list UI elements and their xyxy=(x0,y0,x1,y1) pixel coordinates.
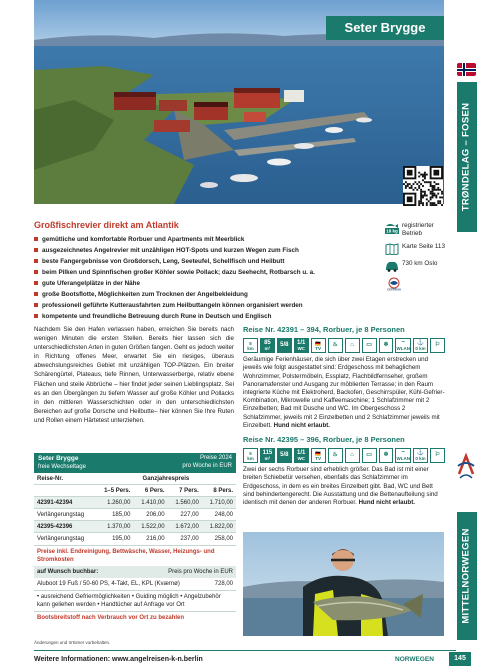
price-cell: 1.260,00 xyxy=(96,497,134,509)
page-title: Seter Brygge xyxy=(344,20,426,36)
price-cell: 206,00 xyxy=(133,509,167,521)
freezer-icon: ❄ xyxy=(379,338,394,353)
certifish-logo-icon xyxy=(385,277,403,291)
price-table-subtitle: freie Wechseltage xyxy=(38,463,86,470)
row-label: 42391-42394 xyxy=(34,497,96,509)
info-sidebox xyxy=(385,222,455,296)
unit-text-1: Geräumige Ferienhäuser, die sich über zwei Etagen erstrecken und jeweils wie folgt ausgestattet sind: Erdgeschoss mit behaglichem Wohnzimmer, Polstermöbeln, Essplatz, Flachbildfernseher, großem Panoramafenster und Ausgang zur möblierten Terrasse; in den Raum integrierte Küche mit Elektroherd, Backofen, Geschirrspüler, Kühl-Gefrier-Kombination, Mikrowelle und Kaffeemaschine; 1 Schlafzimmer mit 2 Einzelbetten; Bad mit Dusche und WC. Im Obergeschoss 2 Schlafzimmer, jeweils mit 2 Einzelbetten und 2 Schlafzimmer jeweils mit Einzelbett. Hund nicht erlaubt. xyxy=(243,356,445,429)
price-table xyxy=(34,453,236,624)
area-icon: 115 m² xyxy=(260,448,275,463)
feature-item: gemütliche und komfortable Rorbuer und Apartments mit Meerblick xyxy=(34,234,384,245)
price-cell: 216,00 xyxy=(133,533,167,545)
price-cell: 1.822,00 xyxy=(202,521,236,533)
accessible-icon: ⚐ xyxy=(430,338,445,353)
bookable-unit: Preis pro Woche in EUR xyxy=(168,568,233,575)
fish-registered-icon xyxy=(385,222,399,234)
sea-distance-icon: 5 km xyxy=(243,338,258,353)
map-icon xyxy=(385,243,399,255)
harbor-icon: ⚓ 0 km xyxy=(413,448,428,463)
sauna-icon: ♨ xyxy=(328,448,343,463)
feature-item: gute Uferangelplätze in der Nähe xyxy=(34,278,384,289)
map-text: Karte Seite 113 xyxy=(402,243,445,250)
footer-info[interactable]: Weitere Informationen: www.angelreisen-k-n.berlin xyxy=(34,656,203,663)
beds-icon: 5/8 xyxy=(277,338,292,353)
distance-text: 730 km Oslo xyxy=(402,260,438,267)
col-group: Ganzjahrespreis xyxy=(96,473,236,485)
table-row xyxy=(34,485,236,497)
qr-code[interactable] xyxy=(403,166,443,206)
price-cell: 227,00 xyxy=(168,509,202,521)
region-strip xyxy=(455,0,480,671)
boat-fuel-note: Bootsbreitstoff nach Verbrauch vor Ort zu bezahlen xyxy=(37,614,185,621)
feature-item: beim Pilken und Spinnfischen großer Köhler sowie Pollack; dazu Seehecht, Rotbarsch u. a. xyxy=(34,267,384,278)
table-row xyxy=(34,497,236,509)
price-cell: 237,00 xyxy=(168,533,202,545)
footer-country: NORWEGEN xyxy=(395,656,434,663)
footer-divider xyxy=(34,650,456,651)
feature-item: ausgezeichnetes Angelrevier mit unzähligen HOT-Spots und kurzen Wegen zum Fisch xyxy=(34,245,384,256)
amenity-icons-2 xyxy=(243,448,445,463)
row-label: Verlängerungstag xyxy=(34,533,96,545)
angler-photo xyxy=(243,532,444,636)
certifish-logo xyxy=(385,277,455,291)
price-cell: 1.560,00 xyxy=(168,497,202,509)
bath-icon: 1/1 WC xyxy=(294,448,309,463)
freezer-icon: ❄ xyxy=(379,448,394,463)
price-year: Preise 2024 xyxy=(199,455,232,461)
feature-item: kompetente und freundliche Betreuung durch Rune in Deutsch und Englisch xyxy=(34,311,384,322)
house-icon: ⌂ xyxy=(345,448,360,463)
feature-heading: Großfischrevier direkt am Atlantik xyxy=(34,220,179,230)
price-cell: 1.370,00 xyxy=(96,521,134,533)
price-grid xyxy=(34,473,236,546)
beds-icon: 5/8 xyxy=(277,448,292,463)
certifish-logo-text: CERTIFISH xyxy=(387,288,401,291)
brand-logo-icon xyxy=(456,452,476,480)
car-icon xyxy=(385,260,399,272)
intro-text: Nachdem Sie den Hafen verlassen haben, erreichen Sie bereits nach wenigen Minuten die ersten Stellen. Bereits hier lassen sich die unterschiedlichsten Arten in guten Größen fangen. Geht es jedoch weiter in Richtung offenes Meer, erwartet Sie ein riesiges, überaus abwechslungsreiches Gebiet mit unzähligen TOP-Plätzen. Ein breiter Schärengürtel, Plateaus, tiefe Rinnen, Unterwasserberge, relativ ebene Flächen und steile Abbrüche – hier findet jeder seinen Lieblingsplatz. Sei es an den Übergängen zu tiefem Wasser auf große Köhler und Pollacks in den mittleren Wasserschichten oder in den unterschiedlichsten Bereichen auf große Dorsche und Heilbutte– hier können Sie Ihre Ruten und Rollen einem Härtetest unterziehen. xyxy=(34,326,234,424)
bath-icon: 1/1 WC xyxy=(294,338,309,353)
sea-distance-icon: 5 km xyxy=(243,448,258,463)
price-cell: 1.672,00 xyxy=(168,521,202,533)
col-header: 8 Pers. xyxy=(202,485,236,497)
row-label: Verlängerungstag xyxy=(34,509,96,521)
unit-pets-2: Hund nicht erlaubt. xyxy=(358,498,415,506)
registered-text: registrierter Betrieb xyxy=(402,222,434,237)
price-cell: 1.522,00 xyxy=(133,521,167,533)
price-cell: 195,00 xyxy=(96,533,134,545)
tv-icon: 🇩🇪 TV xyxy=(311,448,326,463)
registered-info xyxy=(385,222,455,238)
wlan-icon: ~ WLAN xyxy=(395,448,411,463)
norway-flag-icon xyxy=(457,63,476,76)
amenity-icons-1 xyxy=(243,338,445,353)
region-label-top: TRØNDELAG – FOSEN xyxy=(457,82,477,232)
harbor-icon: ⚓ 0 km xyxy=(413,338,428,353)
col-header: 7 Pers. xyxy=(168,485,202,497)
hero-photo xyxy=(34,0,444,204)
accessible-icon: ⚐ xyxy=(430,448,445,463)
table-row xyxy=(34,473,236,485)
boat-row xyxy=(34,578,236,591)
unit-text-2: Zwei der sechs Rorbuer sind erheblich größer. Das Bad ist mit einer breiten Schiebetür versehen, ebenfalls das Schlafzimmer im Erdgeschoss, in dem es ein breites Einzelbett gibt. Bad, WC und Bett sind behindertengerecht. Die Ausstattung und die Bettenaufteilung sind identisch mit denen der anderen Rorbuer. Hund nicht erlaubt. xyxy=(243,466,438,506)
region-label-bottom: MITTELNORWEGEN xyxy=(457,512,477,640)
boat-label: Aluboot 19 Fuß / 50-60 PS, 4-Takt, EL, KPL (Kværnø) xyxy=(37,580,180,587)
price-table-header xyxy=(34,453,236,473)
price-cell: 1.710,00 xyxy=(202,497,236,509)
feature-item: große Bootsflotte, Möglichkeiten zum Trocknen der Angelbekleidung xyxy=(34,289,384,300)
house-icon: ⌂ xyxy=(345,338,360,353)
col-header: 1–5 Pers. xyxy=(96,485,134,497)
bookable-bar xyxy=(34,566,236,578)
bookable-label: auf Wunsch buchbar: xyxy=(37,568,99,575)
price-cell: 248,00 xyxy=(202,509,236,521)
unit-heading-1: Reise Nr. 42391 – 394, Rorbuer, je 8 Personen xyxy=(243,325,405,334)
feature-item: beste Fangergebnisse von Großdorsch, Leng, Seeteufel, Schellfisch und Heilbutt xyxy=(34,256,384,267)
unit-section-2 xyxy=(243,435,445,507)
table-row xyxy=(34,509,236,521)
price-inclusions: Preise inkl. Endreinigung, Bettwäsche, Wasser, Heizungs- und Stromkosten xyxy=(37,548,215,563)
sauna-icon: ♨ xyxy=(328,338,343,353)
price-table-name: Seter Brygge xyxy=(38,455,79,462)
wlan-icon: ~ WLAN xyxy=(395,338,411,353)
col-reise: Reise-Nr. xyxy=(34,473,96,485)
price-cell: 185,00 xyxy=(96,509,134,521)
page-number: 145 xyxy=(449,652,471,666)
feature-item: professionell geführte Kutterausfahrten zum Heilbuttangeln können organisiert werden xyxy=(34,300,384,311)
footnote: Änderungen und Irrtümer vorbehalten. xyxy=(34,640,111,645)
washing-machine-icon: ▭ xyxy=(362,448,377,463)
feature-list xyxy=(34,234,384,322)
extras-text: • ausreichend Gefriermöglichkeiten • Guiding möglich • Angelzubehör kann geliehen werden • Handtücher auf Anfrage vor Ort xyxy=(34,591,236,612)
table-row xyxy=(34,521,236,533)
unit-pets-1: Hund nicht erlaubt. xyxy=(273,421,331,429)
price-cell: 1.410,00 xyxy=(133,497,167,509)
table-row xyxy=(34,533,236,545)
registered-badge: 18 kg xyxy=(386,228,398,234)
map-info xyxy=(385,243,455,255)
title-banner xyxy=(326,16,444,40)
col-header: 6 Pers. xyxy=(133,485,167,497)
boat-price: 728,00 xyxy=(214,580,233,587)
price-cell: 258,00 xyxy=(202,533,236,545)
row-label: 42395-42396 xyxy=(34,521,96,533)
feature-section xyxy=(34,219,384,322)
unit-heading-2: Reise Nr. 42395 – 396, Rorbuer, je 8 Personen xyxy=(243,435,405,444)
area-icon: 85 m² xyxy=(260,338,275,353)
price-unit: pro Woche in EUR xyxy=(182,462,232,469)
washing-machine-icon: ▭ xyxy=(362,338,377,353)
distance-info xyxy=(385,260,455,272)
unit-section-1 xyxy=(243,325,445,430)
tv-icon: 🇩🇪 TV xyxy=(311,338,326,353)
